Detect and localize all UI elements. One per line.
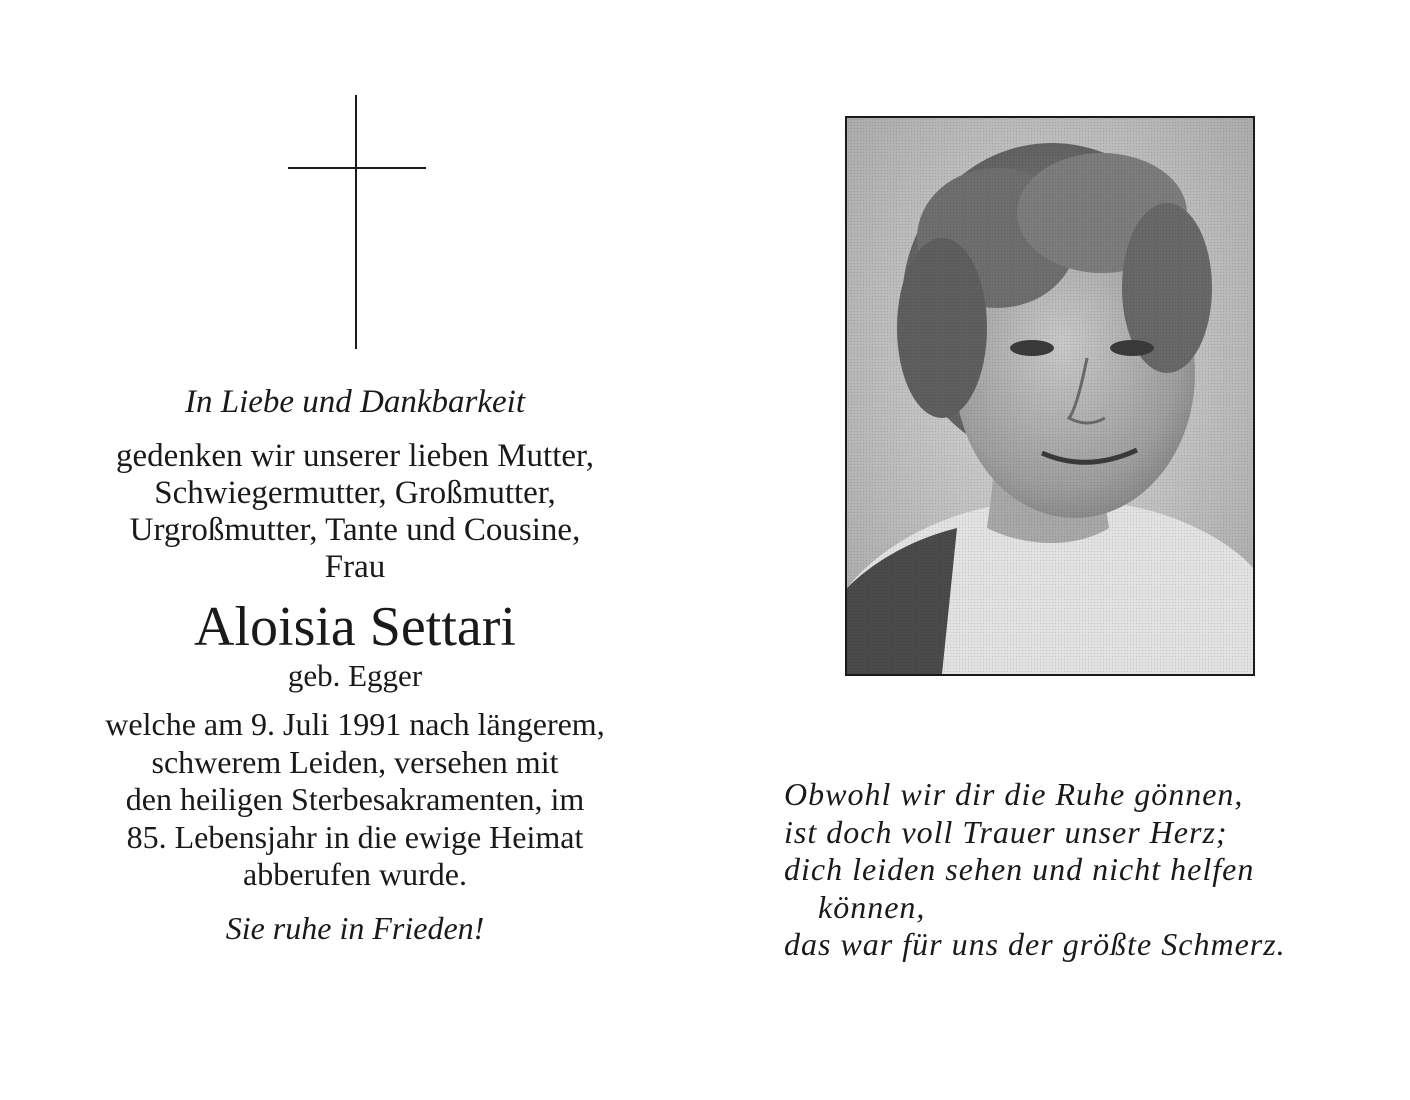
- closing-line: Sie ruhe in Frieden!: [225, 909, 485, 946]
- cross-horizontal-bar: [288, 167, 426, 169]
- intro-line: Schwiegermutter, Großmutter,: [154, 475, 556, 511]
- poem: [784, 776, 1384, 964]
- body-text: [40, 706, 670, 894]
- poem-line: dich leiden sehen und nicht helfen: [784, 851, 1255, 887]
- poem-line: können,: [818, 888, 926, 925]
- intro-line: Frau: [324, 549, 386, 585]
- poem-line: das war für uns der größte Schmerz.: [784, 926, 1286, 962]
- intro-line: gedenken wir unserer lieben Mutter,: [116, 438, 594, 474]
- cross-icon: [288, 95, 426, 349]
- intro: [40, 438, 670, 586]
- birth-name: geb. Egger: [287, 658, 423, 693]
- cross-vertical-bar: [355, 95, 357, 349]
- portrait-photo: [845, 116, 1255, 676]
- body-line: schwerem Leiden, versehen mit: [151, 743, 559, 780]
- body-line: abberufen wurde.: [243, 856, 467, 892]
- poem-line: Obwohl wir dir die Ruhe gönnen,: [784, 776, 1244, 812]
- heading: In Liebe und Dankbarkeit: [184, 384, 525, 420]
- intro-line: Urgroßmutter, Tante und Cousine,: [129, 512, 581, 548]
- memorial-text: [40, 380, 670, 948]
- deceased-name: Aloisia Settari: [194, 596, 516, 658]
- poem-line: ist doch voll Trauer unser Herz;: [784, 813, 1228, 850]
- body-line: 85. Lebensjahr in die ewige Heimat: [126, 818, 584, 855]
- body-line: welche am 9. Juli 1991 nach längerem,: [105, 706, 605, 742]
- portrait-image: [847, 118, 1253, 674]
- body-line: den heiligen Sterbesakramenten, im: [125, 781, 585, 817]
